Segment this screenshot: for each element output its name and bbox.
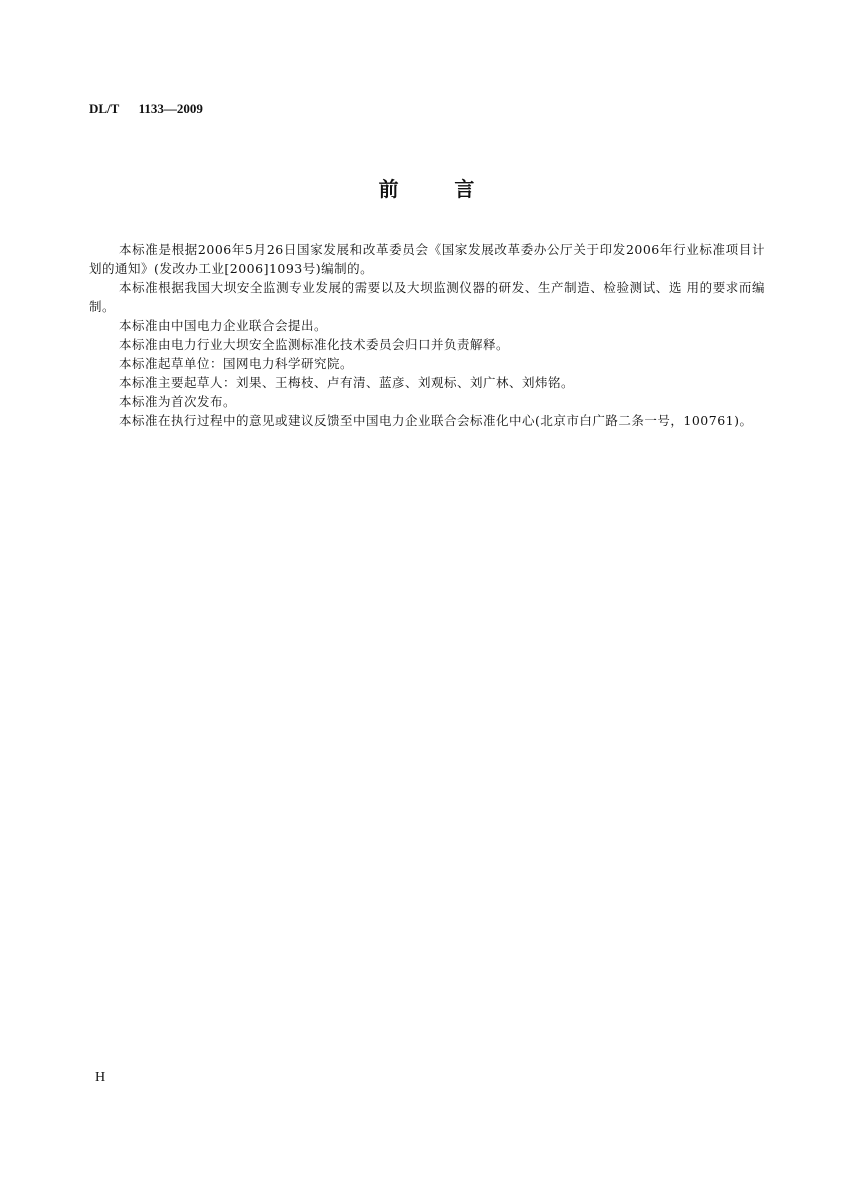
paragraph-interpreter: 本标准由电力行业大坝安全监测标准化技术委员会归口并负责解释。 <box>119 337 510 352</box>
paragraph-proposer: 本标准由中国电力企业联合会提出。 <box>119 318 328 333</box>
paragraph-drafting-unit: 本标准起草单位：国网电力科学研究院。 <box>119 356 354 371</box>
page-number: H <box>95 1070 106 1085</box>
paragraph-first-release: 本标准为首次发布。 <box>119 394 237 409</box>
standard-code-header: DL/T 1133—2009 <box>89 101 203 116</box>
paragraph-drafters: 本标准主要起草人：刘果、王梅枝、卢有清、蓝彦、刘观标、刘广林、刘炜铭。 <box>119 375 575 390</box>
paragraph-purpose: 本标准根据我国大坝安全监测专业发展的需要以及大坝监测仪器的研发、生产制造、检验测试、选 用的要求而编制。 <box>89 280 765 314</box>
paragraph-basis: 本标准是根据2006年5月26日国家发展和改革委员会《国家发展改革委办公厅关于印发2006年行业标准项目计划的通知》(发改办工业[2006]1093号)编制的。 <box>89 242 765 276</box>
paragraph-feedback: 本标准在执行过程中的意见或建议反馈至中国电力企业联合会标准化中心(北京市白广路二条一号，100761)。 <box>119 413 753 428</box>
foreword-body <box>89 240 765 430</box>
page-title: 前 言 <box>378 177 475 201</box>
